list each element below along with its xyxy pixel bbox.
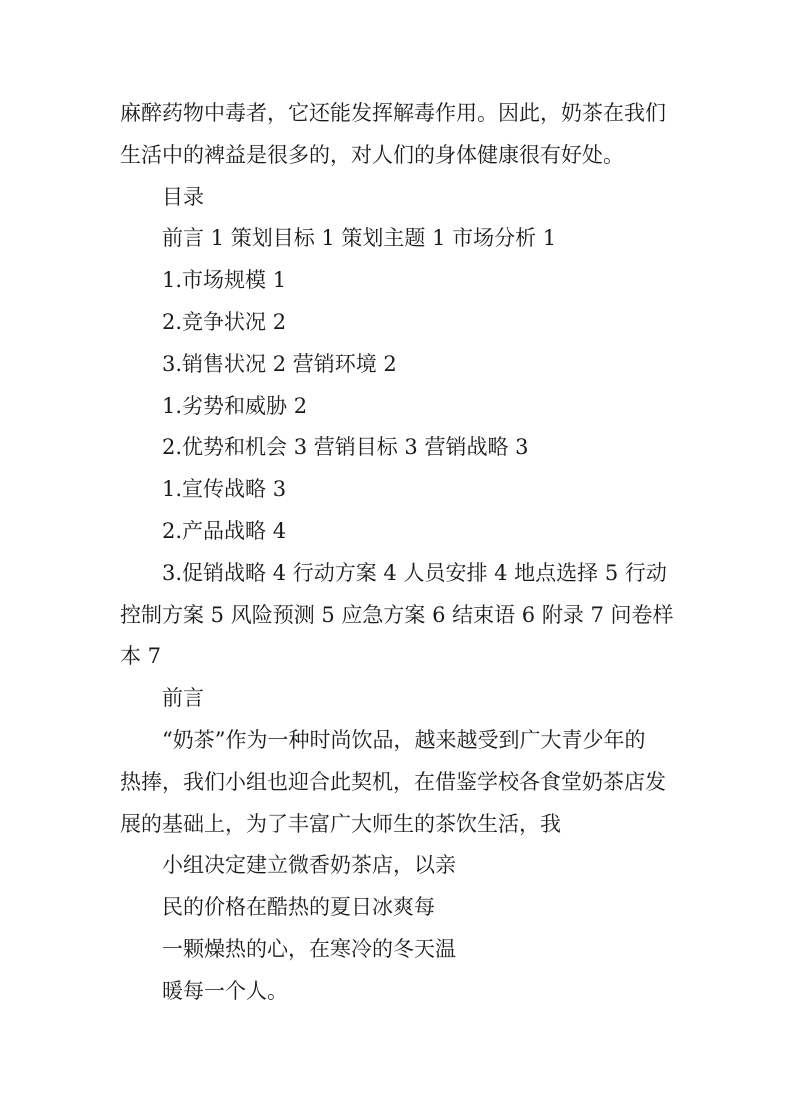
toc-line: 3.促销战略 4 行动方案 4 人员安排 4 地点选择 5 行动 <box>162 560 667 585</box>
text-line: “奶茶”作为一种时尚饮品，越来越受到广大青少年的 <box>162 727 646 752</box>
toc-line: 本 7 <box>120 644 162 669</box>
toc-line: 2.产品战略 4 <box>162 518 287 543</box>
text-line: 民的价格在酷热的夏日冰爽每 <box>162 895 435 920</box>
toc-line: 1.宣传战略 3 <box>162 477 287 502</box>
text-line: 暖每一个人。 <box>162 978 288 1003</box>
toc-line: 2.优势和机会 3 营销目标 3 营销战略 3 <box>162 435 529 460</box>
toc-line: 3.销售状况 2 营销环境 2 <box>162 351 397 376</box>
text-line: 热捧，我们小组也迎合此契机，在借鉴学校各食堂奶茶店发 <box>120 769 666 794</box>
toc-line: 控制方案 5 风险预测 5 应急方案 6 结束语 6 附录 7 问卷样 <box>120 602 674 627</box>
toc-heading: 目录 <box>162 184 204 209</box>
text-line: 生活中的裨益是很多的，对人们的身体健康很有好处。 <box>120 142 624 167</box>
text-line: 展的基础上，为了丰富广大师生的茶饮生活，我 <box>120 811 561 836</box>
toc-line: 1.劣势和威胁 2 <box>162 393 308 418</box>
toc-line: 前言 1 策划目标 1 策划主题 1 市场分析 1 <box>162 226 557 251</box>
toc-line: 2.竞争状况 2 <box>162 309 287 334</box>
text-line: 一颗燥热的心，在寒冷的冬天温 <box>162 936 456 961</box>
text-line: 麻醉药物中毒者，它还能发挥解毒作用。因此，奶茶在我们 <box>120 101 666 125</box>
section-heading: 前言 <box>162 686 204 711</box>
toc-line: 1.市场规模 1 <box>162 268 287 293</box>
text-line: 小组决定建立微香奶茶店，以亲 <box>162 853 456 878</box>
